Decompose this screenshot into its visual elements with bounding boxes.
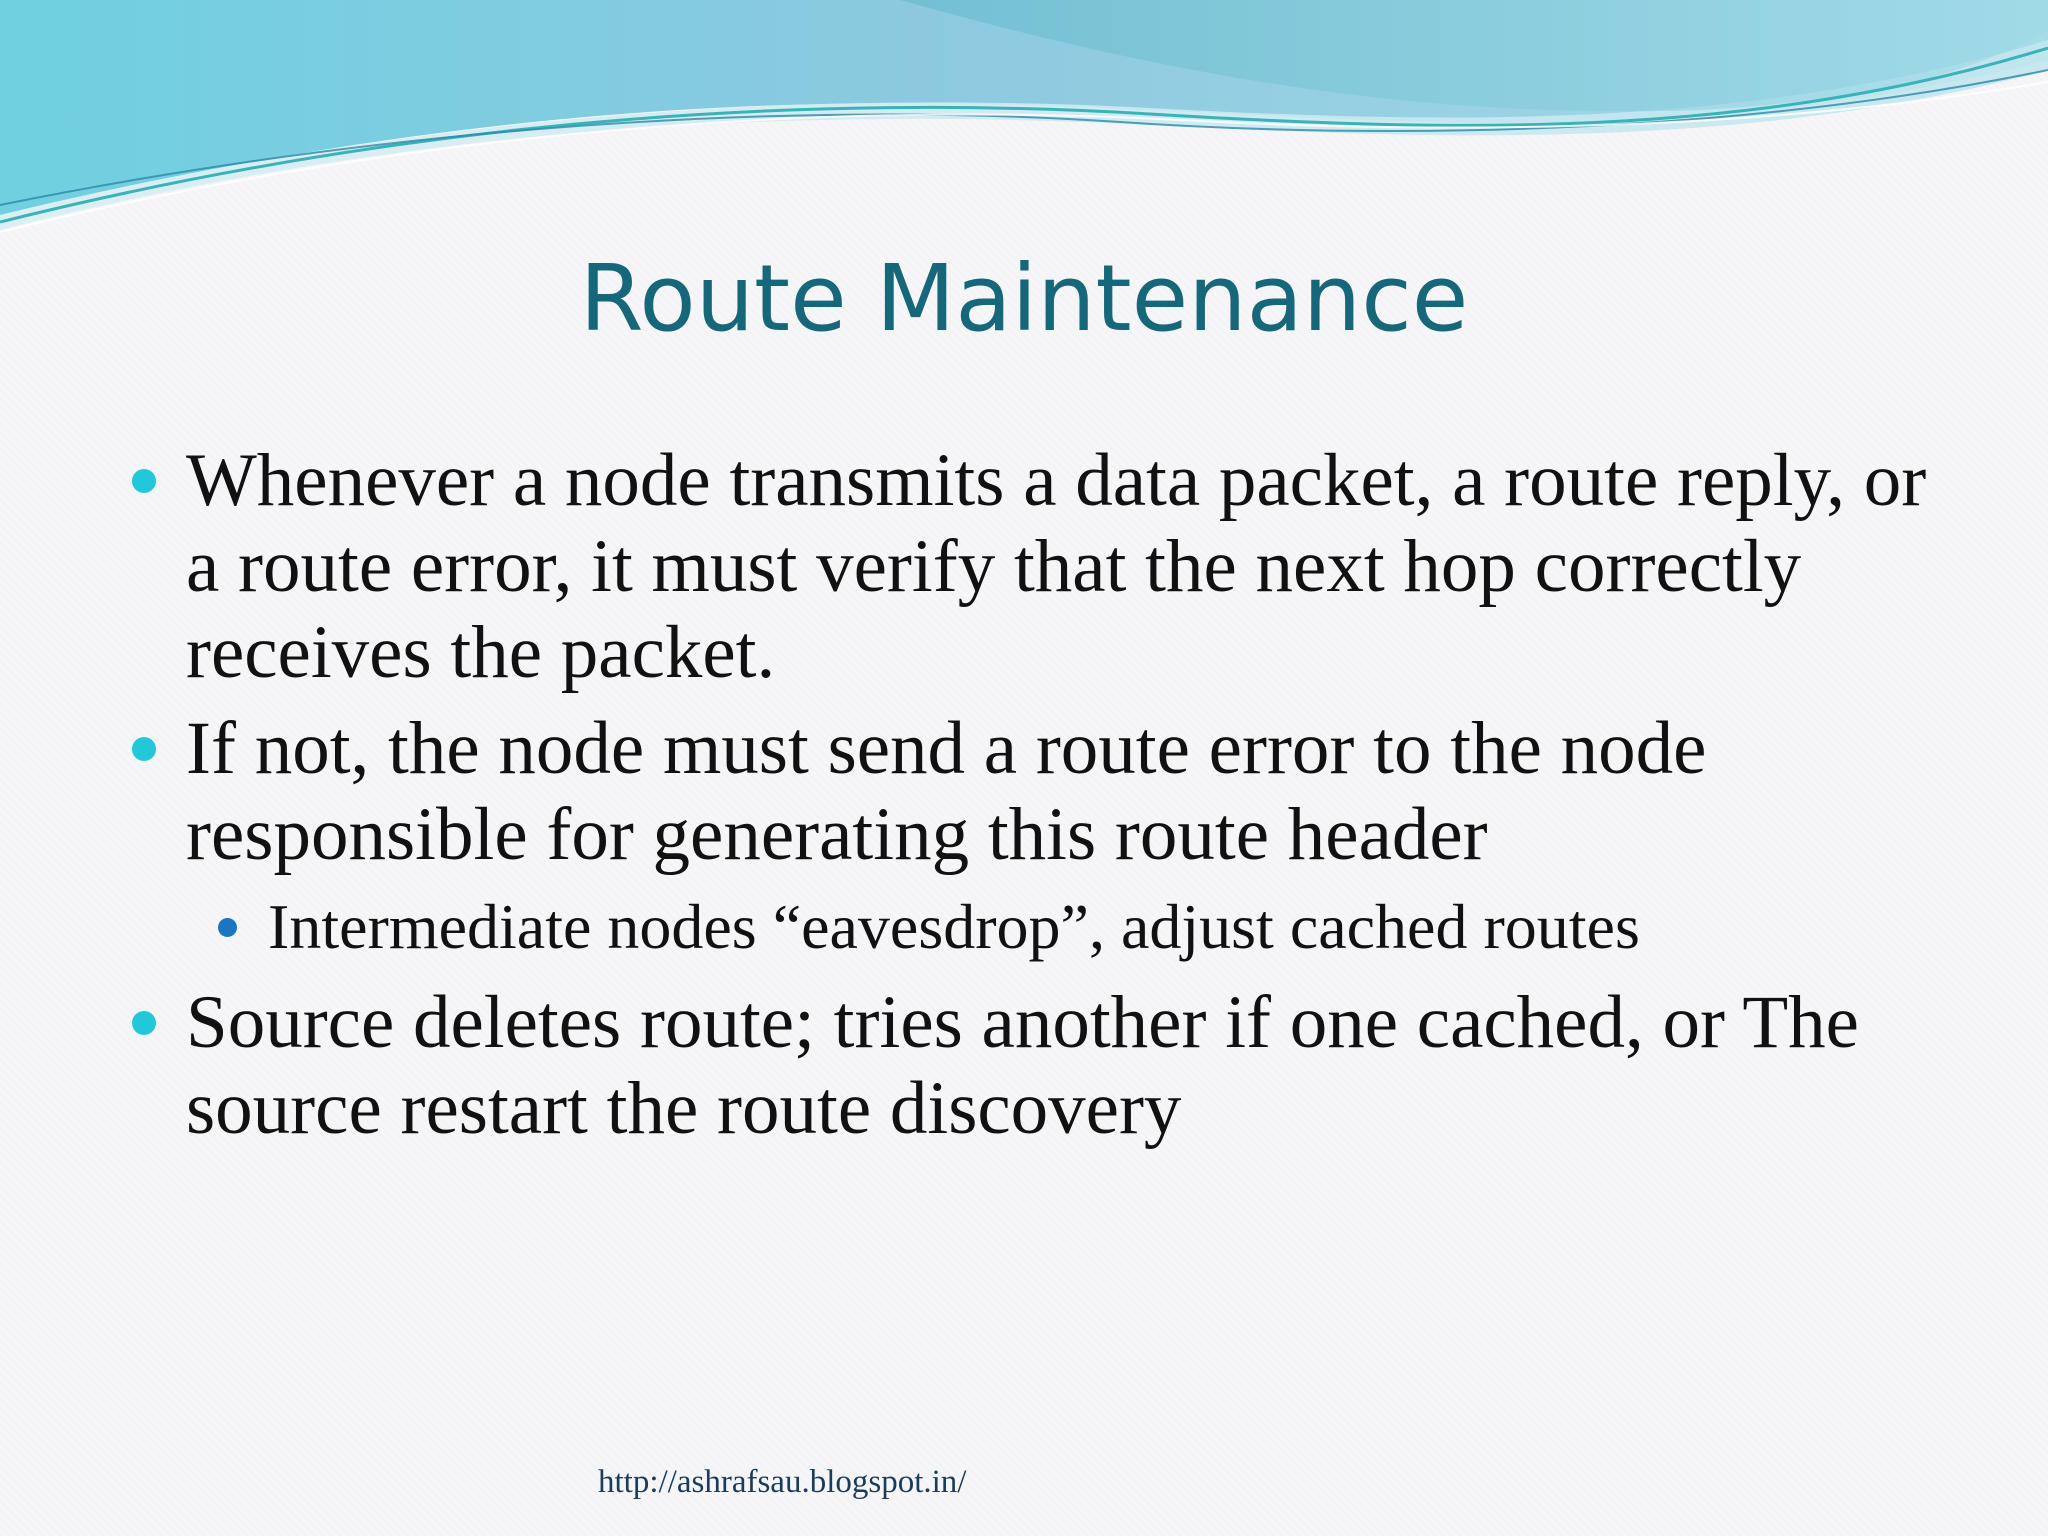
bullet-dot-icon xyxy=(132,469,156,493)
header-wave-decoration xyxy=(0,0,2048,240)
bullet-text: Source deletes route; tries another if one cached, or The source restart the route discovery xyxy=(186,981,1859,1150)
slide-title: Route Maintenance xyxy=(579,245,1469,352)
sub-bullet-item xyxy=(130,888,1930,966)
bullet-item xyxy=(130,706,1930,878)
bullet-dot-icon xyxy=(132,737,156,761)
footer-link[interactable]: http://ashrafsau.blogspot.in/ xyxy=(598,1464,967,1500)
bullet-item xyxy=(130,980,1930,1152)
bullet-text: If not, the node must send a route error to the node responsible for generating this route header xyxy=(186,707,1707,876)
bullet-dot-icon xyxy=(132,1011,156,1035)
bullet-list xyxy=(130,438,1930,1162)
sub-bullet-dot-icon xyxy=(218,918,237,937)
bullet-text: Whenever a node transmits a data packet, a route reply, or a route error, it must verify that the next hop correctly receives the packet. xyxy=(186,439,1927,694)
bullet-item xyxy=(130,438,1930,696)
sub-bullet-text: Intermediate nodes “eavesdrop”, adjust cached routes xyxy=(268,891,1640,962)
